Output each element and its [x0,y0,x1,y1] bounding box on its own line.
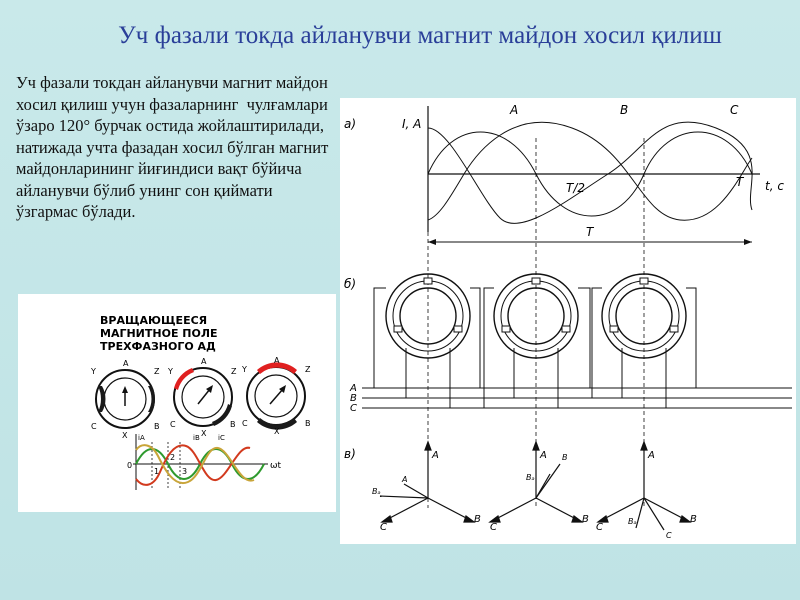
motor-2 [167,357,237,438]
motor-field-figure [18,294,336,512]
pole-south-2b [212,404,232,426]
plot-label-ic: iC [218,434,225,442]
vector-diagram-2 [490,442,582,522]
field-diagram-svg [340,98,796,544]
bus-label-b: B [350,393,357,404]
term-a-3: A [274,356,280,365]
vec1-sub-a: A [402,475,408,484]
caption-line-2: МАГНИТНОЕ ПОЛЕ [100,327,218,340]
vector-diagram-1 [380,442,474,522]
vec2-a: A [540,450,547,461]
term-b-2: B [230,420,236,429]
wave-label-c: C [730,103,739,117]
pole-south-1 [98,386,105,412]
plot-label-ia: iA [138,434,145,442]
term-z-1: Z [154,367,160,376]
motor-field-svg [18,294,336,512]
bus-lines [362,388,792,408]
plot-label-one: 1 [154,467,160,476]
term-a-1: A [123,359,129,368]
half-period-label: T/2 [566,181,586,195]
x-axis-label: t, c [765,179,784,193]
plot-label-two: 2 [170,453,176,462]
term-x-3: X [274,427,280,436]
vector-diagram-3 [598,442,690,530]
term-c-1: C [91,422,97,431]
vec3-c: C [596,522,603,533]
period-mark-label: T [736,175,744,189]
field-diagram-figure [340,98,796,544]
pole-north-2 [174,368,194,390]
vec3-b: B [690,514,697,525]
period-label: T [586,225,594,239]
term-c-2: C [170,420,176,429]
wave-b [428,122,752,220]
vec2-result: Bₐ [526,473,535,482]
plot-label-three: 3 [182,467,188,476]
motor-1 [90,359,160,440]
wave-label-b: B [620,103,629,117]
vec2-b: B [582,514,589,525]
plot-label-zero: 0 [127,461,133,470]
term-y-3: Y [242,365,247,374]
term-b-3: B [305,419,311,428]
wave-label-a: A [510,103,519,117]
term-z-3: Z [305,365,311,374]
y-axis-label: I, A [402,117,422,131]
vec2-c: C [490,522,497,533]
vec3-result: Bₐ [628,517,637,526]
term-z-2: Z [231,367,237,376]
section-c-label: в) [344,447,356,461]
coil-wiring [374,288,696,408]
vec3-sub-c: C [666,531,672,540]
slide-title: Уч фазали токда айланувчи магнит майдон хосил қилиш [118,22,722,49]
term-y-2: Y [168,367,173,376]
caption-line-3: ТРЕХФАЗНОГО АД [100,340,216,353]
term-x-2: X [201,429,207,438]
motor-3 [241,356,311,436]
term-b-1: B [154,422,160,431]
plot-label-ib: iB [193,434,200,442]
plot-axis-label: ωt [270,461,282,471]
term-y-1: Y [91,367,96,376]
section-b-label: б) [344,277,357,291]
vec1-a: A [432,450,439,461]
pole-south-2 [148,386,155,412]
term-x-1: X [122,431,128,440]
term-a-2: A [201,357,207,366]
vec1-c: C [380,522,387,533]
section-a-label: а) [344,117,357,131]
current-plot [127,434,282,490]
vec2-sub-b: B [562,453,568,462]
vec1-b: B [474,514,481,525]
vec3-a: A [648,450,655,461]
caption-line-1: ВРАЩАЮЩЕЕСЯ [100,314,208,327]
bus-label-c: C [350,403,357,414]
vec1-result: Bₐ [372,487,381,496]
bus-label-a: A [350,383,357,394]
term-c-3: C [242,419,248,428]
body-text: Уч фазали токдан айланувчи магнит майдон хосил қилиш учун фазаларнинг чулғамлари ўзаро 120° бурчак остида жойлаштирилади, натижада учта фазадан хосил бўлган магнит майдонларининг йиғиндиси вақт бўйича айланувчи бўлиб унинг сон қиймати ўзгармас бўлади. [16,73,333,221]
